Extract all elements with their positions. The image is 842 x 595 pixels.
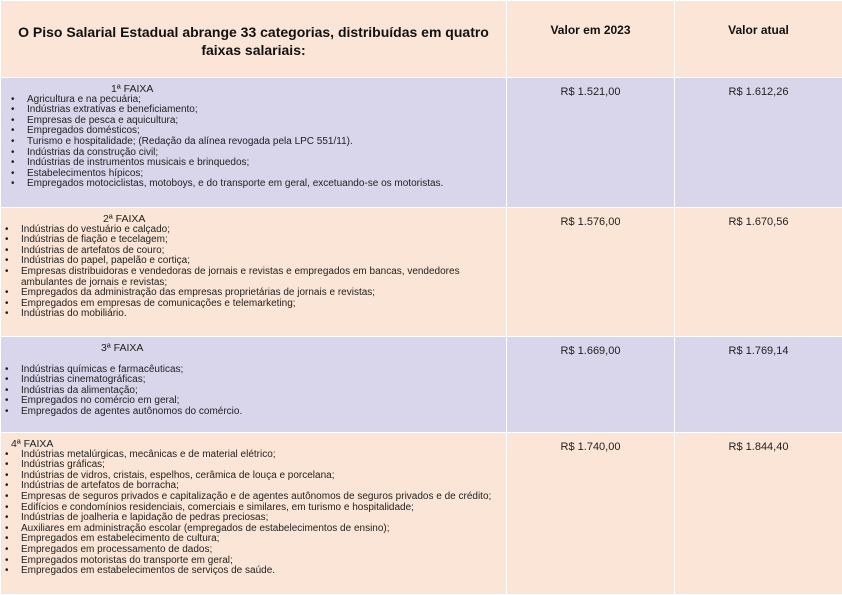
header-title-cell (1, 1, 507, 78)
faixa-3-label: 3ª FAIXA (101, 342, 144, 354)
list-item: • Empregados em estabelecimento de cultura; (1, 534, 506, 545)
list-item: • Indústrias da construção civil; (7, 148, 506, 159)
faixa-2-valor-2023-cell (507, 208, 675, 337)
faixa-3-valor-atual-cell (675, 337, 842, 433)
faixa-4-valor-2023: R$ 1.740,00 (560, 441, 621, 453)
list-item: • Indústrias de vidros, cristais, espelhos, cerâmica de louça e porcelana; (1, 471, 506, 482)
list-item: • Indústrias de artefatos de couro; (1, 246, 506, 257)
list-item: • Indústrias de instrumentos musicais e brinquedos; (7, 158, 506, 169)
faixa-3-valor-2023-cell (507, 337, 675, 433)
faixa-row-3 (1, 337, 842, 433)
list-item: • Indústrias de joalheria e lapidação de pedras preciosas; (1, 513, 506, 524)
header-row (1, 1, 842, 78)
faixa-2-list (1, 225, 506, 320)
faixa-3-valor-2023: R$ 1.669,00 (560, 345, 621, 357)
faixa-3-list (1, 365, 506, 418)
list-item: • Empregados domésticos; (7, 126, 506, 137)
faixa-2-valor-2023: R$ 1.576,00 (560, 216, 621, 228)
list-item: • Edifícios e condomínios residenciais, comerciais e similares, em turismo e hospitalidade; (1, 503, 506, 514)
faixa-1-label: 1ª FAIXA (111, 83, 154, 95)
list-item: • Indústrias extrativas e beneficiamento; (7, 105, 506, 116)
faixa-2-valor-atual-cell (675, 208, 842, 337)
list-item: • Indústrias da alimentação; (1, 386, 506, 397)
list-item: • Indústrias cinematográficas; (1, 375, 506, 386)
faixa-4-list (1, 450, 506, 577)
list-item: • Indústrias do vestuário e calçado; (1, 225, 506, 236)
faixa-4-categories (1, 433, 507, 595)
list-item: • Indústrias do papel, papelão e cortiça; (1, 256, 506, 267)
faixa-row-1 (1, 78, 842, 208)
faixa-2-label: 2ª FAIXA (103, 213, 146, 225)
faixa-1-valor-atual-cell (675, 78, 842, 208)
list-item: • Auxiliares em administração escolar (empregados de estabelecimentos de ensino); (1, 524, 506, 535)
faixa-1-valor-2023-cell (507, 78, 675, 208)
list-item: • Agricultura e na pecuária; (7, 95, 506, 106)
faixa-2-categories (1, 208, 507, 337)
faixa-4-valor-atual-cell (675, 433, 842, 595)
list-item: • Turismo e hospitalidade; (Redação da alínea revogada pela LPC 551/11). (7, 137, 506, 148)
faixa-2-valor-atual: R$ 1.670,56 (728, 216, 789, 228)
faixa-1-categories (1, 78, 507, 208)
list-item: • Empregados de agentes autônomos do comércio. (1, 407, 506, 418)
header-2023-cell (507, 1, 675, 78)
faixa-row-4 (1, 433, 842, 595)
faixa-row-2 (1, 208, 842, 337)
list-item: • Empregados em processamento de dados; (1, 545, 506, 556)
list-item: • Estabelecimentos hípicos; (7, 169, 506, 180)
faixa-3-categories (1, 337, 507, 433)
column-header-2023: Valor em 2023 (550, 23, 631, 37)
list-item: • Empregados motociclistas, motoboys, e do transporte em geral, excetuando-se os motoristas. (7, 179, 506, 190)
column-header-atual: Valor atual (728, 23, 789, 37)
list-item: • Empregados motoristas do transporte em geral; (1, 556, 506, 567)
list-item: • Empregados da administração das empresas proprietárias de jornais e revistas; (1, 288, 506, 299)
list-item: • Empresas distribuidoras e vendedoras de jornais e revistas e empregados em bancas, vendedores ambulantes de jornais e revistas; (1, 267, 506, 288)
faixa-1-list (1, 95, 506, 190)
faixa-1-valor-2023: R$ 1.521,00 (560, 86, 621, 98)
list-item: • Empregados no comércio em geral; (1, 396, 506, 407)
table-title: O Piso Salarial Estadual abrange 33 categorias, distribuídas em quatro faixas salariais: (18, 24, 489, 58)
list-item: • Empresas de seguros privados e capitalização e de agentes autônomos de seguros privados e de crédito; (1, 492, 506, 503)
list-item: • Indústrias do mobiliário. (1, 309, 506, 320)
faixa-3-valor-atual: R$ 1.769,14 (728, 345, 789, 357)
list-item: • Empregados em estabelecimentos de serviços de saúde. (1, 566, 506, 577)
list-item: • Indústrias químicas e farmacêuticas; (1, 365, 506, 376)
faixa-4-valor-2023-cell (507, 433, 675, 595)
faixa-4-label: 4ª FAIXA (11, 438, 54, 450)
header-atual-cell (675, 1, 842, 78)
list-item: • Indústrias gráficas; (1, 460, 506, 471)
faixa-1-valor-atual: R$ 1.612,26 (728, 86, 789, 98)
list-item: • Indústrias de artefatos de borracha; (1, 481, 506, 492)
list-item: • Indústrias de fiação e tecelagem; (1, 235, 506, 246)
list-item: • Empregados em empresas de comunicações e telemarketing; (1, 299, 506, 310)
list-item: • Empresas de pesca e aquicultura; (7, 116, 506, 127)
faixa-4-valor-atual: R$ 1.844,40 (728, 441, 789, 453)
list-item: • Indústrias metalúrgicas, mecânicas e de material elétrico; (1, 450, 506, 461)
